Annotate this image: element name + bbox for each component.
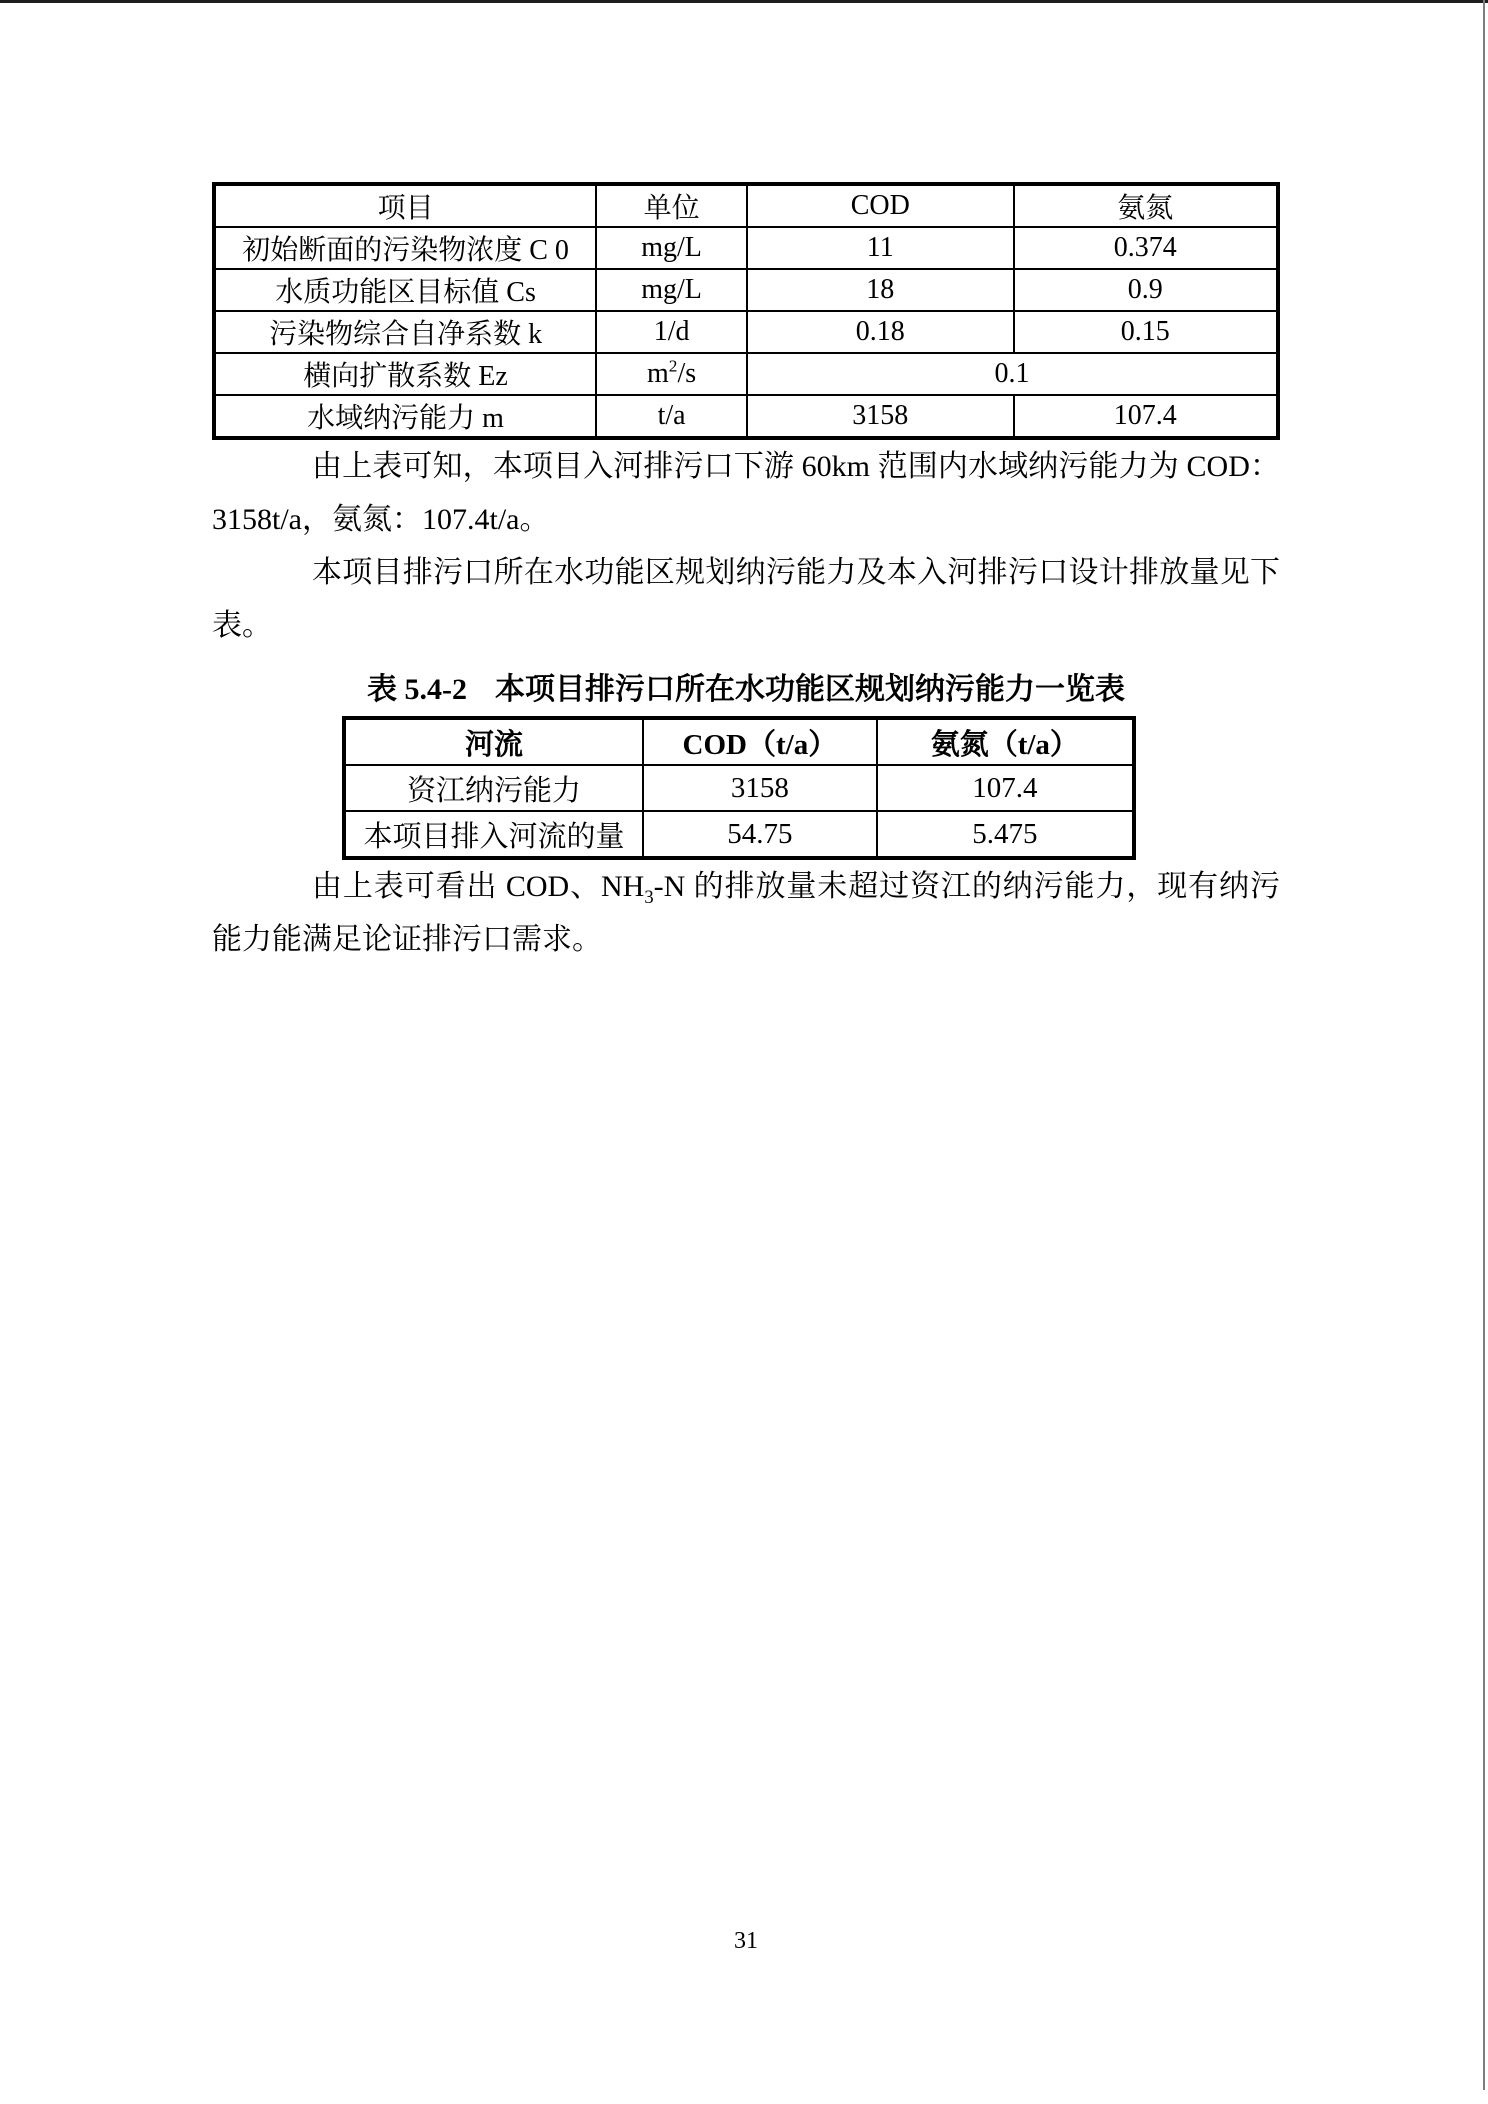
water-capacity-parameters-table <box>212 182 1280 440</box>
cell-nh3: 0.15 <box>1014 311 1278 353</box>
cell-cod: 3158 <box>643 765 877 811</box>
table-caption <box>212 664 1280 708</box>
cell-cod: 3158 <box>747 395 1014 438</box>
superscript: 2 <box>668 356 678 376</box>
cell-cod: 54.75 <box>643 811 877 858</box>
paragraph-table-intro: 本项目排污口所在水功能区规划纳污能力及本入河排污口设计排放量见下表。 <box>212 556 1280 642</box>
cell-item: 初始断面的污染物浓度 C 0 <box>214 227 596 269</box>
cell-merged-value: 0.1 <box>747 353 1278 395</box>
table-caption-title: 本项目排污口所在水功能区规划纳污能力一览表 <box>495 673 1125 706</box>
cell-nh3: 0.9 <box>1014 269 1278 311</box>
table-row <box>214 395 1278 438</box>
table-row <box>344 765 1134 811</box>
cell-cod: 0.18 <box>747 311 1014 353</box>
cell-nh3: 107.4 <box>1014 395 1278 438</box>
header-nh3: 氨氮（t/a） <box>877 718 1134 765</box>
table-caption-label: 表 5.4-2 <box>367 673 467 706</box>
cell-cod: 18 <box>747 269 1014 311</box>
header-cod: COD <box>747 184 1014 227</box>
table-row <box>214 227 1278 269</box>
document-content <box>212 182 1280 966</box>
page-top-border <box>0 0 1488 3</box>
table-header-row <box>344 718 1134 765</box>
cell-cod: 11 <box>747 227 1014 269</box>
cell-item: 水域纳污能力 m <box>214 395 596 438</box>
cell-unit: mg/L <box>596 227 747 269</box>
cell-nh3: 107.4 <box>877 765 1134 811</box>
cell-river: 资江纳污能力 <box>344 765 643 811</box>
page-number: 31 <box>734 1928 758 1954</box>
subscript: 3 <box>644 887 654 908</box>
header-nh3: 氨氮 <box>1014 184 1278 227</box>
cell-unit: t/a <box>596 395 747 438</box>
table-row <box>214 311 1278 353</box>
planned-capacity-table <box>342 716 1136 860</box>
paragraph-conclusion: 由上表可看出 COD、$NH_3-N$ 的排放量未超过资江的纳污能力，现有纳污能力能满足论证排污口需求。 <box>212 870 1280 956</box>
cell-item: 水质功能区目标值 Cs <box>214 269 596 311</box>
header-cod: COD（t/a） <box>643 718 877 765</box>
table-header-row <box>214 184 1278 227</box>
table-row <box>214 269 1278 311</box>
cell-nh3: 5.475 <box>877 811 1134 858</box>
header-unit: 单位 <box>596 184 747 227</box>
table-row <box>344 811 1134 858</box>
paragraph-capacity-summary: 由上表可知，本项目入河排污口下游 60km 范围内水域纳污能力为 COD：3158t/a，氨氮：107.4t/a。 <box>212 450 1280 536</box>
cell-nh3: 0.374 <box>1014 227 1278 269</box>
header-river: 河流 <box>344 718 643 765</box>
cell-unit: 1/d <box>596 311 747 353</box>
cell-item: 横向扩散系数 Ez <box>214 353 596 395</box>
header-item: 项目 <box>214 184 596 227</box>
table-row <box>214 353 1278 395</box>
cell-unit: mg/L <box>596 269 747 311</box>
cell-river: 本项目排入河流的量 <box>344 811 643 858</box>
page-right-border <box>1483 0 1485 2090</box>
cell-unit: $m^2/s$ <box>596 353 747 395</box>
cell-item: 污染物综合自净系数 k <box>214 311 596 353</box>
